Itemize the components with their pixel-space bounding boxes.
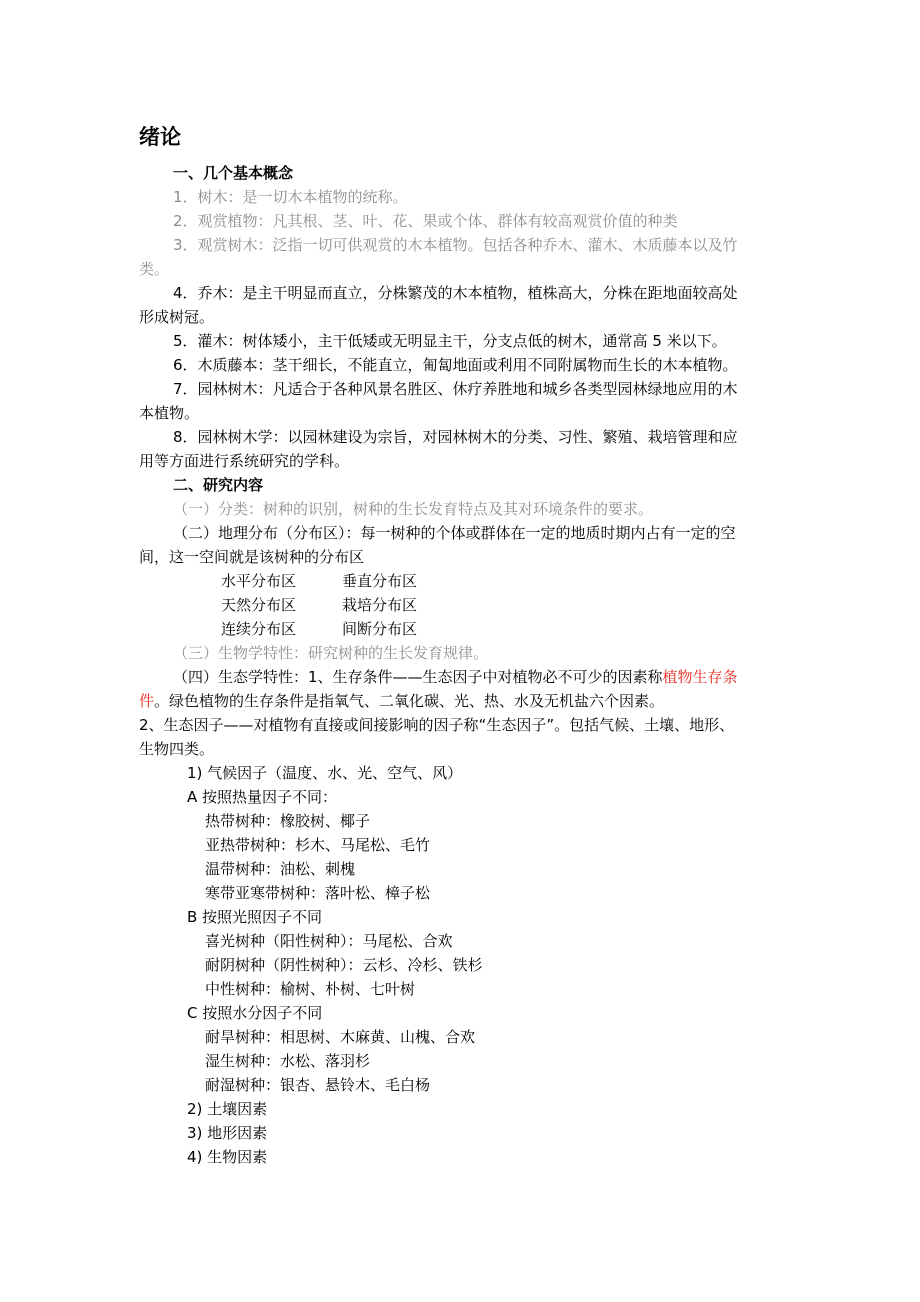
factor-water-item: 耐湿树种：银杏、悬铃木、毛白杨 xyxy=(205,1076,431,1094)
concept-4-line2: 形成树冠。 xyxy=(139,308,215,326)
concept-3-line1: 3．观赏树木：泛指一切可供观赏的木本植物。包括各种乔木、灌木、木质藤本以及竹 xyxy=(173,236,738,254)
factor-light-item: 中性树种：榆树、朴树、七叶树 xyxy=(205,980,416,998)
concept-7-line1: 7．园林树木：凡适合于各种风景名胜区、休疗养胜地和城乡各类型园林绿地应用的木 xyxy=(173,380,738,398)
research-distribution-line2: 间，这一空间就是该树种的分布区 xyxy=(139,548,365,566)
concept-8-line1: 8．园林树木学：以园林建设为宗旨，对园林树木的分类、习性、繁殖、栽培管理和应 xyxy=(173,428,738,446)
research-biology: （三）生物学特性：研究树种的生长发育规律。 xyxy=(173,644,489,662)
distribution-type: 间断分布区 xyxy=(342,620,418,638)
page-title: 绪论 xyxy=(139,125,181,149)
ecology-text: 。绿色植物的生存条件是指氧气、二氧化碳、光、热、水及无机盐六个因素。 xyxy=(154,692,665,710)
distribution-type: 垂直分布区 xyxy=(342,572,418,590)
distribution-type: 连续分布区 xyxy=(221,620,297,638)
factor-light-item: 喜光树种（阳性树种）：马尾松、合欢 xyxy=(205,932,453,950)
research-ecology-line2 xyxy=(139,689,664,713)
concept-1: 1．树木：是一切木本植物的统称。 xyxy=(173,188,408,206)
factor-biological: 4) 生物因素 xyxy=(187,1148,268,1166)
concept-4-line1: 4．乔木：是主干明显而直立，分株繁茂的木本植物，植株高大，分株在距地面较高处 xyxy=(173,284,738,302)
factor-terrain: 3) 地形因素 xyxy=(187,1124,268,1142)
highlight-term: 植物生存条 xyxy=(662,668,738,686)
factor-heat-heading: A 按照热量因子不同： xyxy=(187,788,338,806)
factor-water-heading: C 按照水分因子不同 xyxy=(187,1004,323,1022)
ecological-factor-line1: 2、生态因子——对植物有直接或间接影响的因子称“生态因子”。包括气候、土壤、地形、 xyxy=(139,716,735,734)
concept-2: 2．观赏植物：凡其根、茎、叶、花、果或个体、群体有较高观赏价值的种类 xyxy=(173,212,678,230)
factor-light-heading: B 按照光照因子不同 xyxy=(187,908,323,926)
ecological-factor-line2: 生物四类。 xyxy=(139,740,215,758)
distribution-row-3 xyxy=(221,617,521,641)
ecology-text: （四）生态学特性：1、生存条件——生态因子中对植物必不可少的因素称 xyxy=(173,668,663,686)
factor-heat-item: 亚热带树种：杉木、马尾松、毛竹 xyxy=(205,836,431,854)
research-ecology-line1 xyxy=(173,665,738,689)
highlight-term: 件 xyxy=(139,692,155,710)
factor-soil: 2) 土壤因素 xyxy=(187,1100,268,1118)
research-classification: （一）分类：树种的识别，树种的生长发育特点及其对环境条件的要求。 xyxy=(173,500,654,518)
distribution-type: 天然分布区 xyxy=(221,596,297,614)
research-distribution-line1: （二）地理分布（分布区）：每一树种的个体或群体在一定的地质时期内占有一定的空 xyxy=(173,524,736,542)
distribution-row-1 xyxy=(221,569,521,593)
concept-7-line2: 本植物。 xyxy=(139,404,200,422)
section-heading-research: 二、研究内容 xyxy=(173,476,264,494)
factor-heat-item: 温带树种：油松、刺槐 xyxy=(205,860,356,878)
concept-8-line2: 用等方面进行系统研究的学科。 xyxy=(139,452,350,470)
factor-climate: 1) 气候因子（温度、水、光、空气、风） xyxy=(187,764,463,782)
factor-water-item: 耐旱树种：相思树、木麻黄、山槐、合欢 xyxy=(205,1028,476,1046)
factor-light-item: 耐阴树种（阴性树种）：云杉、冷杉、铁杉 xyxy=(205,956,483,974)
concept-3-line2: 类。 xyxy=(139,260,170,278)
factor-heat-item: 热带树种：橡胶树、椰子 xyxy=(205,812,371,830)
section-heading-concepts: 一、几个基本概念 xyxy=(173,164,294,182)
distribution-type: 栽培分布区 xyxy=(342,596,418,614)
distribution-type: 水平分布区 xyxy=(221,572,297,590)
concept-6: 6．木质藤本：茎干细长，不能直立，匍匐地面或利用不同附属物而生长的木本植物。 xyxy=(173,356,738,374)
factor-heat-item: 寒带亚寒带树种：落叶松、樟子松 xyxy=(205,884,431,902)
factor-water-item: 湿生树种：水松、落羽杉 xyxy=(205,1052,371,1070)
distribution-row-2 xyxy=(221,593,521,617)
concept-5: 5．灌木：树体矮小，主干低矮或无明显主干，分支点低的树木，通常高 5 米以下。 xyxy=(173,332,727,350)
